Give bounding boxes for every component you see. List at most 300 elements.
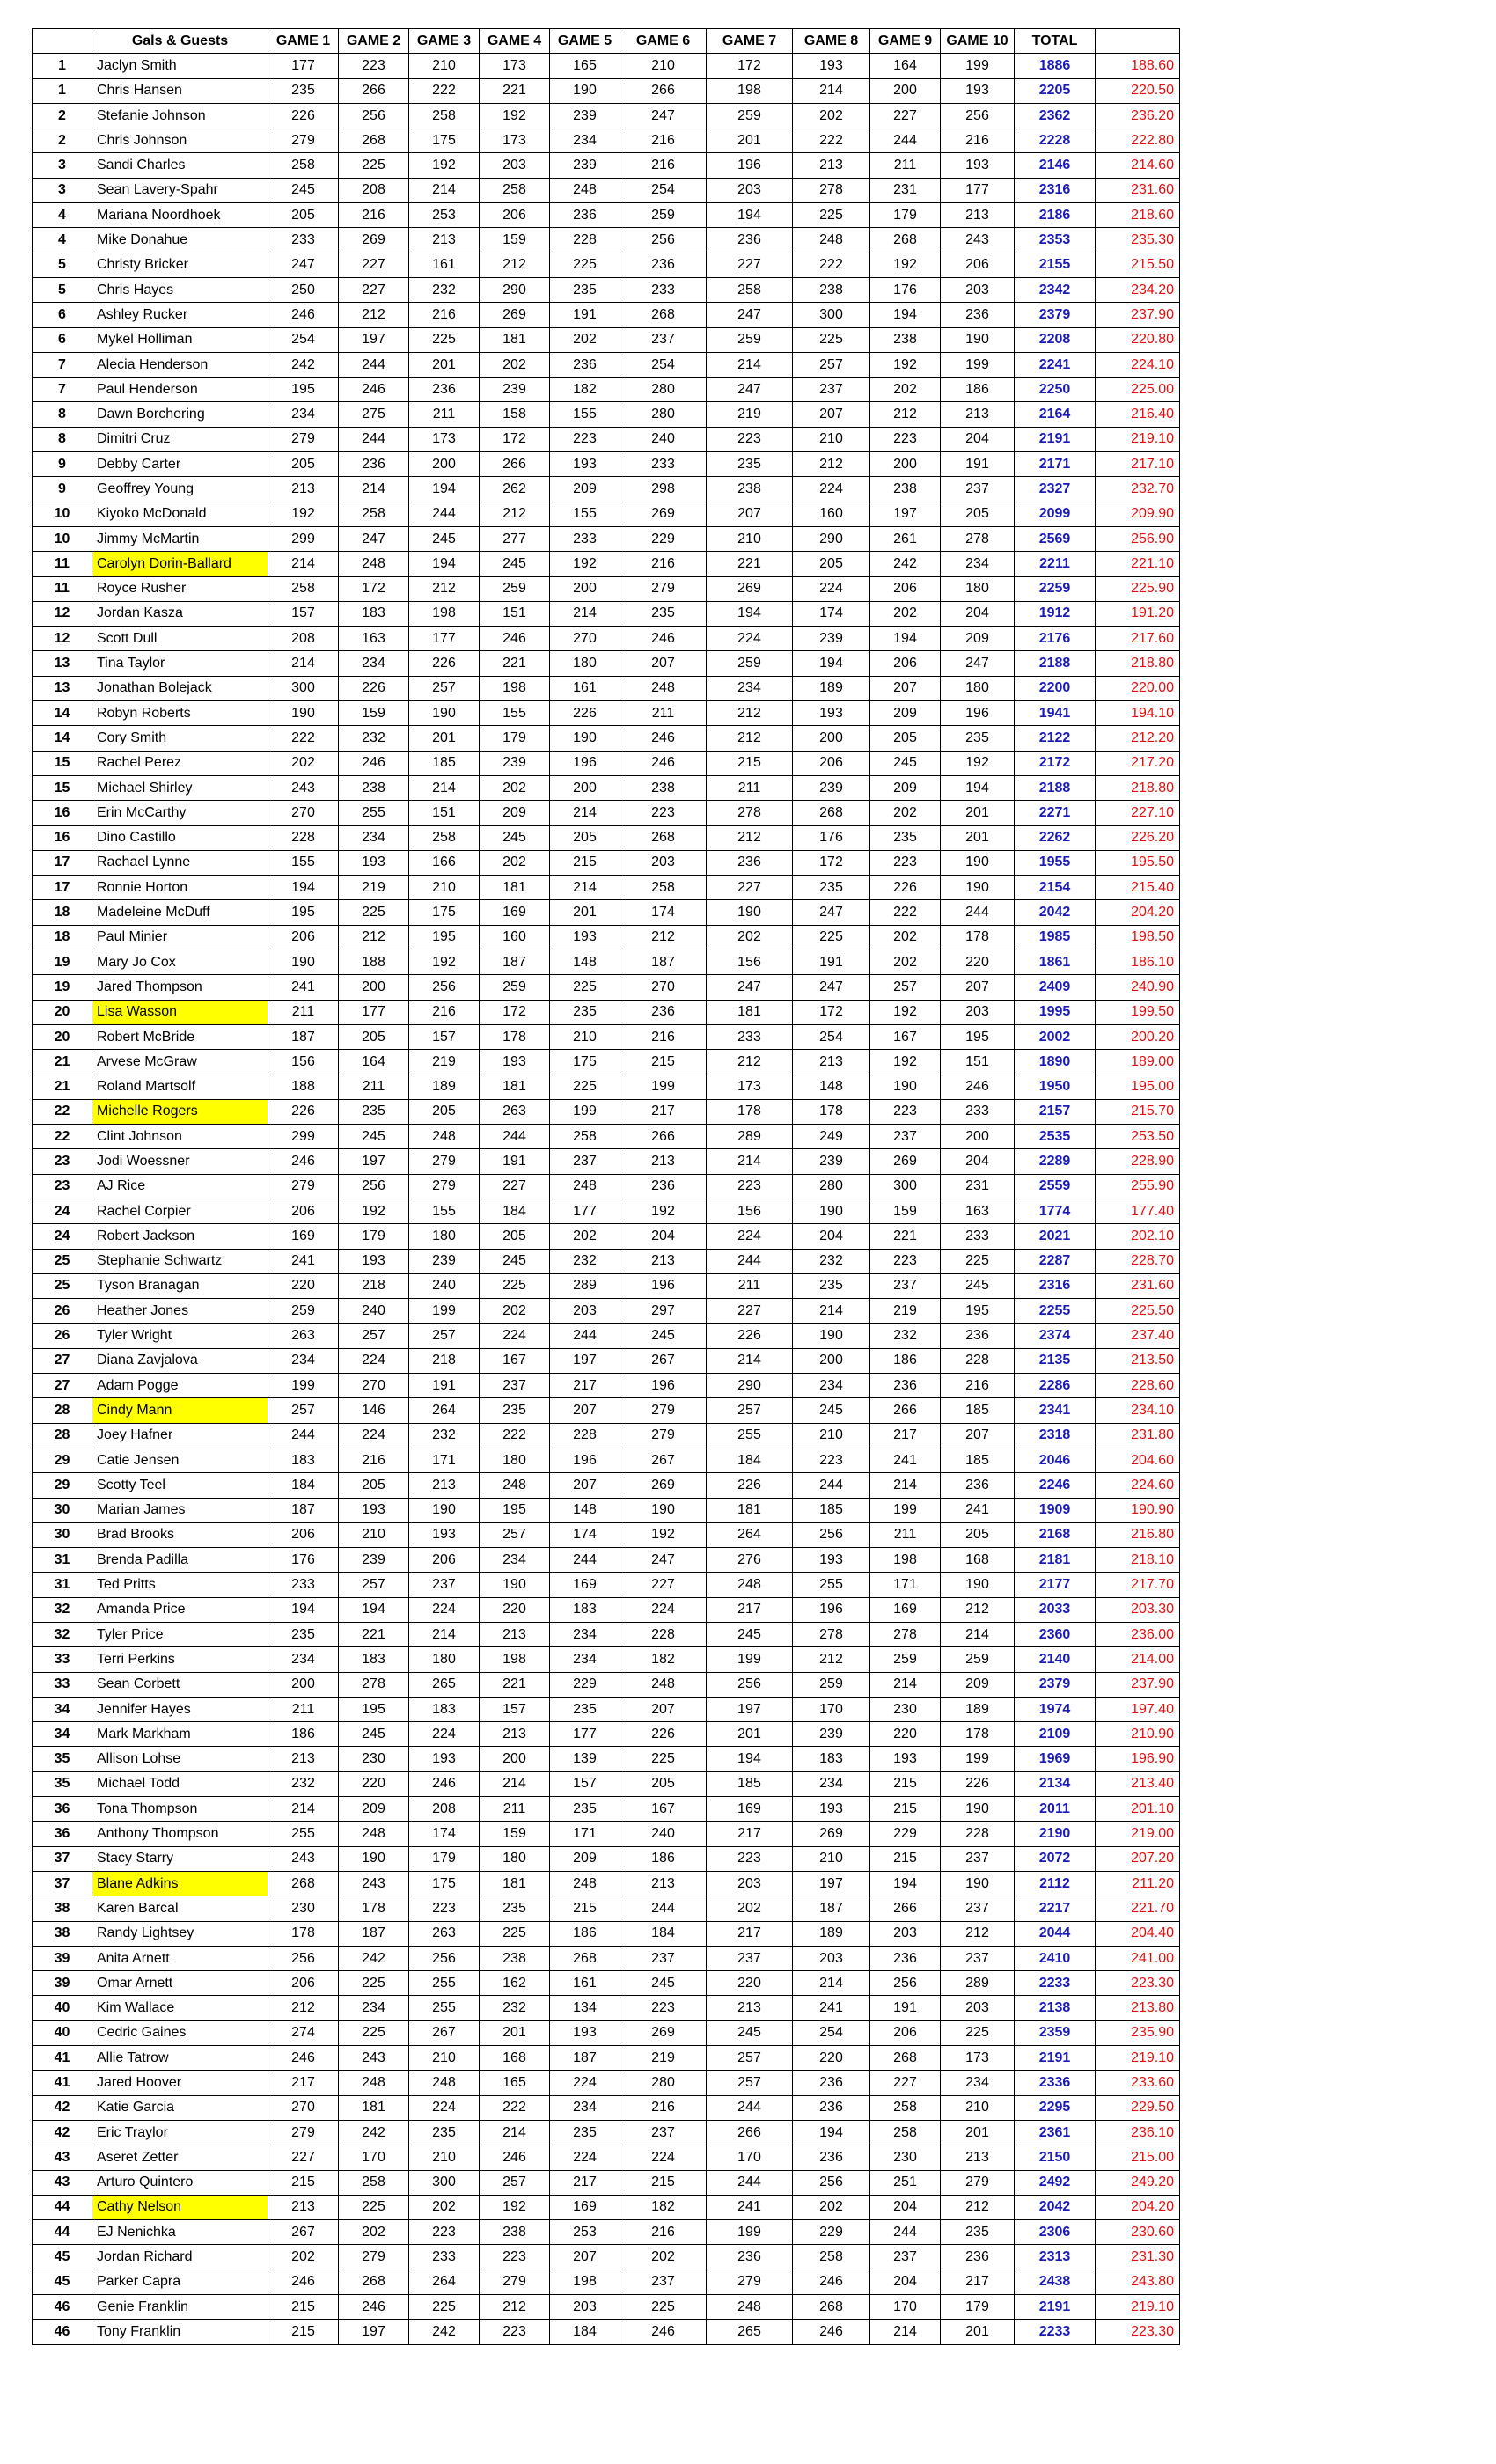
game-score: 251 xyxy=(870,2170,941,2195)
game-score: 199 xyxy=(707,1647,793,1672)
game-score: 191 xyxy=(480,1149,550,1174)
game-score: 269 xyxy=(620,2020,707,2045)
table-row xyxy=(33,1822,1180,1846)
game-score: 212 xyxy=(793,452,870,477)
game-score: 199 xyxy=(620,1074,707,1099)
game-score: 201 xyxy=(941,2120,1015,2145)
game-score: 237 xyxy=(480,1374,550,1398)
game-score: 169 xyxy=(550,1573,620,1597)
header-game-5: GAME 5 xyxy=(550,29,620,54)
game-score: 151 xyxy=(941,1050,1015,1074)
game-score: 184 xyxy=(550,2320,620,2344)
game-score: 215 xyxy=(870,1771,941,1796)
total-score: 2409 xyxy=(1015,975,1096,1000)
game-score: 194 xyxy=(707,601,793,626)
game-score: 239 xyxy=(793,1722,870,1747)
game-score: 223 xyxy=(409,2220,480,2245)
average-score: 243.80 xyxy=(1096,2270,1180,2294)
table-row xyxy=(33,1473,1180,1498)
game-score: 201 xyxy=(941,801,1015,825)
game-score: 191 xyxy=(409,1374,480,1398)
game-score: 244 xyxy=(339,427,409,451)
game-score: 234 xyxy=(480,1548,550,1573)
rank-cell: 13 xyxy=(33,676,92,700)
game-score: 181 xyxy=(707,1498,793,1522)
game-score: 210 xyxy=(409,2145,480,2170)
game-score: 244 xyxy=(268,1423,339,1448)
table-row xyxy=(33,228,1180,253)
game-score: 212 xyxy=(707,825,793,850)
total-score: 1890 xyxy=(1015,1050,1096,1074)
game-score: 217 xyxy=(550,1374,620,1398)
game-score: 211 xyxy=(339,1074,409,1099)
total-score: 2295 xyxy=(1015,2095,1096,2120)
game-score: 265 xyxy=(707,2320,793,2344)
game-score: 225 xyxy=(550,1074,620,1099)
average-score: 235.30 xyxy=(1096,228,1180,253)
bowler-name: Erin McCarthy xyxy=(92,801,268,825)
bowler-name: Adam Pogge xyxy=(92,1374,268,1398)
game-score: 193 xyxy=(339,1249,409,1273)
game-score: 178 xyxy=(793,1099,870,1124)
table-row xyxy=(33,1423,1180,1448)
game-score: 234 xyxy=(550,2095,620,2120)
game-score: 214 xyxy=(409,178,480,202)
game-score: 233 xyxy=(941,1224,1015,1249)
game-score: 187 xyxy=(339,1921,409,1946)
game-score: 234 xyxy=(550,1647,620,1672)
game-score: 184 xyxy=(268,1473,339,1498)
game-score: 239 xyxy=(793,1149,870,1174)
game-score: 266 xyxy=(870,1896,941,1921)
average-score: 240.90 xyxy=(1096,975,1180,1000)
game-score: 236 xyxy=(620,1174,707,1199)
game-score: 222 xyxy=(870,900,941,925)
game-score: 261 xyxy=(870,526,941,551)
game-score: 206 xyxy=(268,1971,339,1996)
game-score: 254 xyxy=(620,352,707,377)
game-score: 245 xyxy=(480,1249,550,1273)
game-score: 170 xyxy=(339,2145,409,2170)
average-score: 231.60 xyxy=(1096,178,1180,202)
game-score: 236 xyxy=(793,2145,870,2170)
average-score: 195.50 xyxy=(1096,850,1180,875)
game-score: 206 xyxy=(870,576,941,601)
game-score: 238 xyxy=(339,775,409,800)
game-score: 248 xyxy=(409,1125,480,1149)
game-score: 190 xyxy=(941,1871,1015,1896)
game-score: 194 xyxy=(870,303,941,327)
table-row xyxy=(33,1672,1180,1697)
game-score: 190 xyxy=(941,327,1015,352)
average-score: 218.10 xyxy=(1096,1548,1180,1573)
game-score: 183 xyxy=(339,1647,409,1672)
bowler-name: Jared Thompson xyxy=(92,975,268,1000)
average-score: 228.60 xyxy=(1096,1374,1180,1398)
game-score: 239 xyxy=(409,1249,480,1273)
game-score: 245 xyxy=(339,1125,409,1149)
game-score: 229 xyxy=(550,1672,620,1697)
game-score: 231 xyxy=(941,1174,1015,1199)
total-score: 2168 xyxy=(1015,1522,1096,1547)
game-score: 180 xyxy=(409,1224,480,1249)
game-score: 222 xyxy=(409,78,480,103)
bowler-name: Royce Rusher xyxy=(92,576,268,601)
bowler-name: Jordan Richard xyxy=(92,2245,268,2270)
game-score: 242 xyxy=(339,2120,409,2145)
game-score: 176 xyxy=(793,825,870,850)
game-score: 213 xyxy=(620,1149,707,1174)
game-score: 156 xyxy=(707,1199,793,1223)
game-score: 170 xyxy=(870,2295,941,2320)
game-score: 156 xyxy=(707,950,793,974)
game-score: 200 xyxy=(550,775,620,800)
game-score: 254 xyxy=(793,2020,870,2045)
game-score: 245 xyxy=(480,552,550,576)
game-score: 202 xyxy=(870,950,941,974)
bowler-name: Tony Franklin xyxy=(92,2320,268,2344)
game-score: 236 xyxy=(620,253,707,277)
game-score: 279 xyxy=(620,1398,707,1423)
game-score: 209 xyxy=(480,801,550,825)
average-score: 203.30 xyxy=(1096,1597,1180,1622)
bowler-name: Heather Jones xyxy=(92,1299,268,1324)
table-row xyxy=(33,1971,1180,1996)
game-score: 196 xyxy=(793,1597,870,1622)
game-score: 211 xyxy=(268,1000,339,1024)
game-score: 203 xyxy=(793,1946,870,1970)
rank-cell: 1 xyxy=(33,78,92,103)
table-row xyxy=(33,825,1180,850)
game-score: 259 xyxy=(480,975,550,1000)
game-score: 201 xyxy=(409,352,480,377)
rank-cell: 9 xyxy=(33,477,92,502)
game-score: 218 xyxy=(339,1273,409,1298)
game-score: 267 xyxy=(620,1448,707,1472)
game-score: 216 xyxy=(941,128,1015,153)
game-score: 173 xyxy=(409,427,480,451)
table-row xyxy=(33,1099,1180,1124)
game-score: 179 xyxy=(870,203,941,228)
rank-cell: 27 xyxy=(33,1374,92,1398)
game-score: 239 xyxy=(793,627,870,651)
game-score: 299 xyxy=(268,1125,339,1149)
bowler-name: Ronnie Horton xyxy=(92,876,268,900)
total-score: 2286 xyxy=(1015,1374,1096,1398)
game-score: 181 xyxy=(480,876,550,900)
game-score: 198 xyxy=(480,676,550,700)
average-score: 237.40 xyxy=(1096,1324,1180,1348)
game-score: 174 xyxy=(620,900,707,925)
game-score: 151 xyxy=(480,601,550,626)
game-score: 240 xyxy=(339,1299,409,1324)
game-score: 216 xyxy=(620,153,707,178)
game-score: 236 xyxy=(409,378,480,402)
average-score: 225.90 xyxy=(1096,576,1180,601)
bowler-name: Michael Shirley xyxy=(92,775,268,800)
game-score: 200 xyxy=(870,78,941,103)
game-score: 214 xyxy=(409,775,480,800)
game-score: 214 xyxy=(707,1348,793,1373)
game-score: 190 xyxy=(941,850,1015,875)
game-score: 220 xyxy=(707,1971,793,1996)
game-score: 232 xyxy=(480,1996,550,2020)
table-row xyxy=(33,78,1180,103)
game-score: 228 xyxy=(550,228,620,253)
game-score: 204 xyxy=(793,1224,870,1249)
average-score: 219.10 xyxy=(1096,427,1180,451)
rank-cell: 14 xyxy=(33,701,92,726)
game-score: 205 xyxy=(480,1224,550,1249)
game-score: 219 xyxy=(870,1299,941,1324)
game-score: 245 xyxy=(707,1623,793,1647)
game-score: 242 xyxy=(409,2320,480,2344)
total-score: 2559 xyxy=(1015,1174,1096,1199)
rank-cell: 21 xyxy=(33,1074,92,1099)
game-score: 245 xyxy=(620,1971,707,1996)
game-score: 194 xyxy=(409,552,480,576)
game-score: 172 xyxy=(339,576,409,601)
game-score: 299 xyxy=(268,526,339,551)
game-score: 190 xyxy=(870,1074,941,1099)
rank-cell: 37 xyxy=(33,1871,92,1896)
average-score: 218.80 xyxy=(1096,775,1180,800)
total-score: 2318 xyxy=(1015,1423,1096,1448)
game-score: 246 xyxy=(339,751,409,775)
game-score: 196 xyxy=(550,751,620,775)
game-score: 160 xyxy=(480,925,550,950)
game-score: 259 xyxy=(941,1647,1015,1672)
game-score: 235 xyxy=(550,1000,620,1024)
game-score: 215 xyxy=(268,2320,339,2344)
game-score: 233 xyxy=(707,1024,793,1049)
bowler-name: Mike Donahue xyxy=(92,228,268,253)
game-score: 227 xyxy=(707,253,793,277)
game-score: 225 xyxy=(339,153,409,178)
game-score: 212 xyxy=(620,925,707,950)
average-score: 219.10 xyxy=(1096,2295,1180,2320)
game-score: 241 xyxy=(793,1996,870,2020)
average-score: 197.40 xyxy=(1096,1697,1180,1721)
game-score: 227 xyxy=(480,1174,550,1199)
rank-cell: 28 xyxy=(33,1398,92,1423)
game-score: 274 xyxy=(268,2020,339,2045)
game-score: 224 xyxy=(707,627,793,651)
total-score: 2379 xyxy=(1015,303,1096,327)
game-score: 216 xyxy=(620,1024,707,1049)
game-score: 202 xyxy=(480,1299,550,1324)
game-score: 193 xyxy=(409,1522,480,1547)
rank-cell: 45 xyxy=(33,2245,92,2270)
game-score: 290 xyxy=(793,526,870,551)
game-score: 183 xyxy=(409,1697,480,1721)
game-score: 223 xyxy=(793,1448,870,1472)
game-score: 236 xyxy=(941,303,1015,327)
total-score: 2044 xyxy=(1015,1921,1096,1946)
game-score: 234 xyxy=(339,651,409,676)
total-score: 2154 xyxy=(1015,876,1096,900)
game-score: 258 xyxy=(870,2095,941,2120)
rank-cell: 31 xyxy=(33,1573,92,1597)
rank-cell: 24 xyxy=(33,1224,92,1249)
game-score: 205 xyxy=(339,1024,409,1049)
game-score: 213 xyxy=(268,477,339,502)
average-score: 222.80 xyxy=(1096,128,1180,153)
game-score: 224 xyxy=(793,477,870,502)
game-score: 180 xyxy=(480,1846,550,1871)
game-score: 289 xyxy=(941,1971,1015,1996)
game-score: 235 xyxy=(480,1398,550,1423)
game-score: 181 xyxy=(339,2095,409,2120)
total-score: 2150 xyxy=(1015,2145,1096,2170)
game-score: 258 xyxy=(339,2170,409,2195)
game-score: 151 xyxy=(409,801,480,825)
game-score: 181 xyxy=(480,1871,550,1896)
game-score: 214 xyxy=(870,2320,941,2344)
table-row xyxy=(33,1522,1180,1547)
game-score: 247 xyxy=(620,1548,707,1573)
game-score: 238 xyxy=(870,327,941,352)
total-score: 1941 xyxy=(1015,701,1096,726)
table-row xyxy=(33,2245,1180,2270)
rank-cell: 12 xyxy=(33,601,92,626)
game-score: 266 xyxy=(339,78,409,103)
game-score: 201 xyxy=(941,2320,1015,2344)
game-score: 192 xyxy=(870,1000,941,1024)
game-score: 210 xyxy=(409,2046,480,2071)
rank-cell: 27 xyxy=(33,1348,92,1373)
game-score: 196 xyxy=(941,701,1015,726)
game-score: 215 xyxy=(620,1050,707,1074)
rank-cell: 10 xyxy=(33,502,92,526)
game-score: 172 xyxy=(793,1000,870,1024)
game-score: 192 xyxy=(550,552,620,576)
game-score: 264 xyxy=(409,2270,480,2294)
rank-cell: 9 xyxy=(33,452,92,477)
game-score: 237 xyxy=(707,1946,793,1970)
table-row xyxy=(33,1174,1180,1199)
game-score: 192 xyxy=(870,1050,941,1074)
game-score: 267 xyxy=(409,2020,480,2045)
game-score: 217 xyxy=(707,1822,793,1846)
table-row xyxy=(33,1623,1180,1647)
total-score: 2191 xyxy=(1015,427,1096,451)
table-row xyxy=(33,2071,1180,2095)
game-score: 230 xyxy=(870,1697,941,1721)
game-score: 256 xyxy=(870,1971,941,1996)
table-row xyxy=(33,178,1180,202)
rank-cell: 40 xyxy=(33,2020,92,2045)
total-score: 2042 xyxy=(1015,2195,1096,2219)
game-score: 190 xyxy=(409,701,480,726)
game-score: 203 xyxy=(480,153,550,178)
game-score: 257 xyxy=(480,2170,550,2195)
game-score: 198 xyxy=(550,2270,620,2294)
game-score: 229 xyxy=(793,2220,870,2245)
game-score: 231 xyxy=(870,178,941,202)
game-score: 197 xyxy=(550,1348,620,1373)
rank-cell: 41 xyxy=(33,2071,92,2095)
game-score: 209 xyxy=(339,1797,409,1822)
game-score: 236 xyxy=(870,1946,941,1970)
scores-body xyxy=(33,54,1180,2344)
game-score: 189 xyxy=(793,1921,870,1946)
game-score: 246 xyxy=(620,2320,707,2344)
game-score: 210 xyxy=(339,1522,409,1547)
game-score: 203 xyxy=(620,850,707,875)
table-row xyxy=(33,2220,1180,2245)
game-score: 212 xyxy=(339,303,409,327)
total-score: 2271 xyxy=(1015,801,1096,825)
rank-cell: 21 xyxy=(33,1050,92,1074)
table-row xyxy=(33,477,1180,502)
game-score: 180 xyxy=(409,1647,480,1672)
game-score: 212 xyxy=(339,925,409,950)
game-score: 246 xyxy=(793,2270,870,2294)
game-score: 203 xyxy=(870,1921,941,1946)
game-score: 193 xyxy=(941,78,1015,103)
bowler-name: Omar Arnett xyxy=(92,1971,268,1996)
game-score: 259 xyxy=(707,651,793,676)
bowler-name: Madeleine McDuff xyxy=(92,900,268,925)
table-row xyxy=(33,1697,1180,1721)
game-score: 258 xyxy=(707,277,793,302)
game-score: 226 xyxy=(268,103,339,128)
game-score: 227 xyxy=(268,2145,339,2170)
total-score: 2046 xyxy=(1015,1448,1096,1472)
game-score: 279 xyxy=(707,2270,793,2294)
game-score: 209 xyxy=(941,627,1015,651)
game-score: 172 xyxy=(480,427,550,451)
game-score: 183 xyxy=(339,601,409,626)
game-score: 223 xyxy=(707,1846,793,1871)
game-score: 202 xyxy=(268,751,339,775)
game-score: 215 xyxy=(870,1846,941,1871)
game-score: 159 xyxy=(480,1822,550,1846)
total-score: 1985 xyxy=(1015,925,1096,950)
average-score: 231.30 xyxy=(1096,2245,1180,2270)
game-score: 216 xyxy=(620,552,707,576)
game-score: 259 xyxy=(268,1299,339,1324)
game-score: 237 xyxy=(870,1125,941,1149)
bowler-name: Parker Capra xyxy=(92,2270,268,2294)
rank-cell: 5 xyxy=(33,277,92,302)
game-score: 244 xyxy=(409,502,480,526)
game-score: 258 xyxy=(620,876,707,900)
rank-cell: 46 xyxy=(33,2295,92,2320)
rank-cell: 25 xyxy=(33,1273,92,1298)
game-score: 256 xyxy=(707,1672,793,1697)
game-score: 264 xyxy=(707,1522,793,1547)
total-score: 2361 xyxy=(1015,2120,1096,2145)
game-score: 155 xyxy=(480,701,550,726)
table-row xyxy=(33,552,1180,576)
game-score: 199 xyxy=(707,2220,793,2245)
game-score: 157 xyxy=(550,1771,620,1796)
game-score: 176 xyxy=(870,277,941,302)
game-score: 235 xyxy=(550,277,620,302)
game-score: 195 xyxy=(941,1024,1015,1049)
game-score: 225 xyxy=(339,1971,409,1996)
game-score: 290 xyxy=(707,1374,793,1398)
game-score: 207 xyxy=(620,1697,707,1721)
rank-cell: 1 xyxy=(33,54,92,78)
table-row xyxy=(33,751,1180,775)
game-score: 200 xyxy=(941,1125,1015,1149)
game-score: 200 xyxy=(550,576,620,601)
game-score: 215 xyxy=(550,850,620,875)
bowler-name: Cindy Mann xyxy=(92,1398,268,1423)
